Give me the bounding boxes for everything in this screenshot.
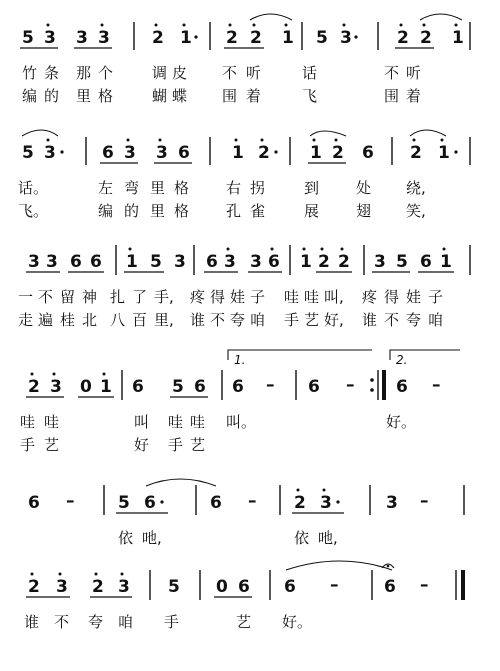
note: 0: [80, 377, 92, 397]
note: 6: [210, 493, 222, 513]
lyric: 桂: [60, 311, 76, 329]
lyric: 手: [168, 436, 184, 454]
note: 6: [206, 252, 218, 272]
system-2: [18, 130, 470, 220]
augmentation-dot: [160, 500, 163, 503]
lyric: 编: [98, 202, 114, 220]
lyric: 孔: [226, 202, 242, 220]
slur: [146, 479, 216, 486]
lyric: 不: [38, 288, 54, 306]
fermata-dot: [387, 565, 390, 568]
augmentation-dot: [336, 500, 339, 503]
lyric: 飞: [302, 87, 318, 105]
lyric: 话: [302, 64, 318, 82]
note: 5: [118, 493, 130, 513]
lyric: 着: [406, 87, 422, 105]
dash: –: [432, 375, 441, 395]
dash: –: [420, 491, 429, 511]
lyric: 绕,: [406, 179, 426, 197]
high-octave-dot: [229, 24, 232, 27]
high-octave-dot: [47, 139, 50, 142]
slur: [250, 14, 292, 20]
lyric: 哇: [44, 413, 60, 431]
system-3: [18, 245, 470, 329]
note: 1: [452, 28, 464, 48]
note: 3: [46, 252, 58, 272]
high-octave-dot: [335, 139, 338, 142]
lyric: 话。: [18, 179, 49, 197]
lyric: 神: [82, 288, 98, 306]
high-octave-dot: [121, 573, 124, 576]
lyric: 哇: [304, 288, 320, 306]
note: 6: [144, 493, 156, 513]
note: 6: [420, 252, 432, 272]
note: 3: [98, 28, 110, 48]
lyric: 依: [118, 529, 134, 547]
lyric: 个: [98, 64, 114, 82]
lyric: 蝶: [172, 87, 188, 105]
high-octave-dot: [423, 24, 426, 27]
lyric: 留: [60, 288, 76, 306]
note: 5: [22, 28, 34, 48]
lyric: 格: [174, 179, 190, 197]
note: 2: [420, 28, 432, 48]
lyric: 娃: [406, 288, 422, 306]
lyric: 艺: [190, 436, 206, 454]
note: 3: [340, 28, 352, 48]
note: 6: [28, 493, 40, 513]
note: 6: [232, 377, 244, 397]
lyric: 夸: [406, 311, 422, 329]
lyric: 的: [124, 202, 140, 220]
lyric: 那: [76, 64, 92, 82]
system-1: [20, 14, 470, 105]
note: 2: [318, 252, 330, 272]
note: 2: [294, 493, 306, 513]
note: 3: [174, 252, 186, 272]
note: 1: [100, 377, 112, 397]
system-5: [28, 479, 464, 547]
note: 6: [268, 252, 280, 272]
dash: –: [66, 491, 75, 511]
high-octave-dot: [323, 489, 326, 492]
lyric: 夸: [230, 311, 246, 329]
note: 6: [284, 577, 296, 597]
note: 2: [250, 28, 262, 48]
lyric: 八: [110, 311, 126, 329]
lyric: 咱: [118, 613, 134, 631]
note: 3: [44, 143, 56, 163]
lyric: 哇: [190, 413, 206, 431]
lyric: 皮: [172, 64, 188, 82]
lyric: 依: [294, 529, 310, 547]
lyric: 吔,: [142, 529, 162, 547]
note: 6: [70, 252, 82, 272]
note: 1: [282, 28, 294, 48]
note: 0: [216, 577, 228, 597]
lyric: 里: [76, 87, 92, 105]
lyric: 围: [222, 87, 238, 105]
lyric: 得: [384, 288, 400, 306]
high-octave-dot: [455, 24, 458, 27]
system-6-lyrics: [24, 613, 312, 631]
high-octave-dot: [303, 248, 306, 251]
note: 3: [44, 28, 56, 48]
note: 5: [316, 28, 328, 48]
lyric: 叫: [134, 413, 150, 431]
note: 3: [28, 252, 40, 272]
lyric: 格: [98, 87, 114, 105]
note: 1: [440, 252, 452, 272]
lyric: 展: [304, 202, 320, 220]
lyric: 右: [226, 179, 242, 197]
lyric: 娃: [230, 288, 246, 306]
high-octave-dot: [343, 24, 346, 27]
system-5-notes: [28, 491, 429, 513]
lyric: 格: [174, 202, 190, 220]
note: 1: [300, 252, 312, 272]
lyric: 编: [22, 87, 38, 105]
lyric: 手: [284, 311, 300, 329]
note: 6: [102, 143, 114, 163]
lyric: 子: [428, 288, 444, 306]
lyric: 手: [20, 436, 36, 454]
note: 3: [156, 143, 168, 163]
note: 1: [126, 252, 138, 272]
lyric: 子: [250, 288, 266, 306]
note: 6: [90, 252, 102, 272]
high-octave-dot: [297, 489, 300, 492]
lyric: 得: [210, 288, 226, 306]
high-octave-dot: [31, 573, 34, 576]
repeat-dot: [370, 388, 374, 392]
note: 6: [362, 143, 374, 163]
system-4-lyrics-verse-2: [20, 436, 205, 454]
lyric: 走: [18, 311, 34, 329]
lyric: 哇: [20, 413, 36, 431]
augmentation-dot: [60, 150, 63, 153]
lyric: 翅: [356, 202, 372, 220]
slur: [286, 561, 392, 570]
dash: –: [346, 375, 355, 395]
high-octave-dot: [53, 373, 56, 376]
lyric: 雀: [250, 202, 266, 220]
dash: –: [248, 491, 257, 511]
note: 2: [258, 143, 270, 163]
note: 3: [124, 143, 136, 163]
note: 5: [168, 577, 180, 597]
high-octave-dot: [261, 139, 264, 142]
lyric: 左: [98, 179, 114, 197]
note: 1: [180, 28, 192, 48]
note: 3: [118, 577, 130, 597]
dash: –: [266, 375, 275, 395]
slur: [310, 131, 346, 136]
lyric: 好: [134, 436, 150, 454]
note: 3: [50, 377, 62, 397]
system-1-lyrics-verse-2: [22, 87, 421, 105]
high-octave-dot: [341, 248, 344, 251]
note: 3: [56, 577, 68, 597]
system-1-notes: [22, 28, 464, 48]
lyric: 好。: [386, 413, 417, 431]
note: 2: [28, 577, 40, 597]
note: 2: [92, 577, 104, 597]
system-3-notes: [28, 252, 452, 272]
note: 3: [320, 493, 332, 513]
lyric: 咱: [428, 311, 444, 329]
note: 3: [250, 252, 262, 272]
system-2-lyrics-verse-2: [18, 202, 426, 220]
note: 6: [194, 377, 206, 397]
volta-label-2: 2.: [396, 353, 408, 367]
volta-bracket-1: [228, 350, 372, 360]
lyric: 围: [384, 87, 400, 105]
lyric: 蝴: [152, 87, 168, 105]
high-octave-dot: [129, 248, 132, 251]
lyric: 叫,: [324, 288, 344, 306]
lyric: 的: [44, 87, 60, 105]
lyric: 艺: [236, 613, 252, 631]
high-octave-dot: [155, 24, 158, 27]
high-octave-dot: [285, 24, 288, 27]
lyric: 好。: [282, 613, 313, 631]
lyric: 不: [384, 64, 400, 82]
system-2-lyrics-verse-1: [18, 179, 426, 197]
lyric: 不: [210, 311, 226, 329]
volta-label-1: 1.: [234, 353, 246, 367]
high-octave-dot: [441, 139, 444, 142]
note: 6: [178, 143, 190, 163]
note: 6: [384, 577, 396, 597]
lyric: 飞。: [18, 202, 49, 220]
lyric: 不: [54, 613, 70, 631]
augmentation-dot: [354, 35, 357, 38]
lyric: 咱: [250, 311, 266, 329]
high-octave-dot: [159, 139, 162, 142]
note: 6: [132, 377, 144, 397]
system-3-lyrics-verse-1: [18, 288, 443, 306]
dash: –: [420, 575, 429, 595]
note: 1: [438, 143, 450, 163]
note: 2: [410, 143, 422, 163]
lyric: 处: [356, 179, 372, 197]
note: 6: [396, 377, 408, 397]
high-octave-dot: [127, 139, 130, 142]
slur: [420, 14, 462, 20]
augmentation-dot: [194, 35, 197, 38]
lyric: 谁: [190, 311, 206, 329]
note: 3: [386, 493, 398, 513]
high-octave-dot: [313, 139, 316, 142]
high-octave-dot: [443, 248, 446, 251]
system-5-lyrics: [118, 529, 338, 547]
note: 3: [224, 252, 236, 272]
note: 2: [28, 377, 40, 397]
lyric: 艺: [304, 311, 320, 329]
note: 1: [232, 143, 244, 163]
augmentation-dot: [454, 150, 457, 153]
lyric: 拐: [250, 179, 266, 197]
note: 2: [226, 28, 238, 48]
lyric: 听: [406, 64, 422, 82]
lyric: 不: [222, 64, 238, 82]
high-octave-dot: [413, 139, 416, 142]
note: 6: [238, 577, 250, 597]
note: 5: [172, 377, 184, 397]
lyric: 手,: [154, 288, 174, 306]
high-octave-dot: [271, 248, 274, 251]
lyric: 疼: [362, 288, 378, 306]
lyric: 手: [164, 613, 180, 631]
note: 3: [76, 28, 88, 48]
lyric: 竹: [22, 64, 38, 82]
lyric: 哇: [284, 288, 300, 306]
lyric: 好,: [324, 311, 344, 329]
lyric: 吔,: [318, 529, 338, 547]
note: 2: [338, 252, 350, 272]
system-6: [24, 561, 463, 631]
note: 2: [152, 28, 164, 48]
note: 5: [396, 252, 408, 272]
lyric: 艺: [44, 436, 60, 454]
lyric: 了: [132, 288, 148, 306]
note: 5: [22, 143, 34, 163]
note: 2: [332, 143, 344, 163]
slur: [22, 130, 58, 136]
lyric: 到: [304, 179, 320, 197]
lyric: 一: [18, 288, 34, 306]
high-octave-dot: [103, 373, 106, 376]
lyric: 条: [44, 64, 60, 82]
lyric: 不: [384, 311, 400, 329]
lyric: 夸: [88, 613, 104, 631]
system-1-lyrics-verse-1: [22, 64, 421, 82]
lyric: 北: [82, 311, 98, 329]
note: 6: [308, 377, 320, 397]
high-octave-dot: [59, 573, 62, 576]
lyric: 百: [132, 311, 148, 329]
system-4: [20, 350, 460, 454]
lyric: 调: [152, 64, 168, 82]
note: 3: [374, 252, 386, 272]
high-octave-dot: [400, 24, 403, 27]
high-octave-dot: [95, 573, 98, 576]
lyric: 扎: [110, 288, 126, 306]
note: 1: [310, 143, 322, 163]
high-octave-dot: [101, 24, 104, 27]
high-octave-dot: [31, 373, 34, 376]
high-octave-dot: [321, 248, 324, 251]
high-octave-dot: [235, 139, 238, 142]
augmentation-dot: [274, 150, 277, 153]
high-octave-dot: [47, 24, 50, 27]
lyric: 哇: [168, 413, 184, 431]
lyric: 弯: [124, 179, 140, 197]
note: 2: [397, 28, 409, 48]
lyric: 里: [150, 179, 166, 197]
dash: –: [330, 575, 339, 595]
note: 5: [150, 252, 162, 272]
system-3-lyrics-verse-2: [18, 311, 443, 329]
lyric: 疼: [190, 288, 206, 306]
lyric: 笑,: [406, 202, 426, 220]
slur: [410, 130, 446, 136]
high-octave-dot: [227, 248, 230, 251]
high-octave-dot: [183, 24, 186, 27]
lyric: 谁: [362, 311, 378, 329]
lyric: 叫。: [226, 413, 257, 431]
lyric: 着: [246, 87, 262, 105]
repeat-dot: [370, 378, 374, 382]
lyric: 遍: [38, 311, 54, 329]
high-octave-dot: [253, 24, 256, 27]
system-6-notes: [28, 575, 429, 597]
lyric: 谁: [24, 613, 40, 631]
lyric: 听: [246, 64, 262, 82]
system-4-lyrics-verse-1: [20, 413, 416, 431]
lyric: 里,: [154, 311, 174, 329]
lyric: 里: [150, 202, 166, 220]
